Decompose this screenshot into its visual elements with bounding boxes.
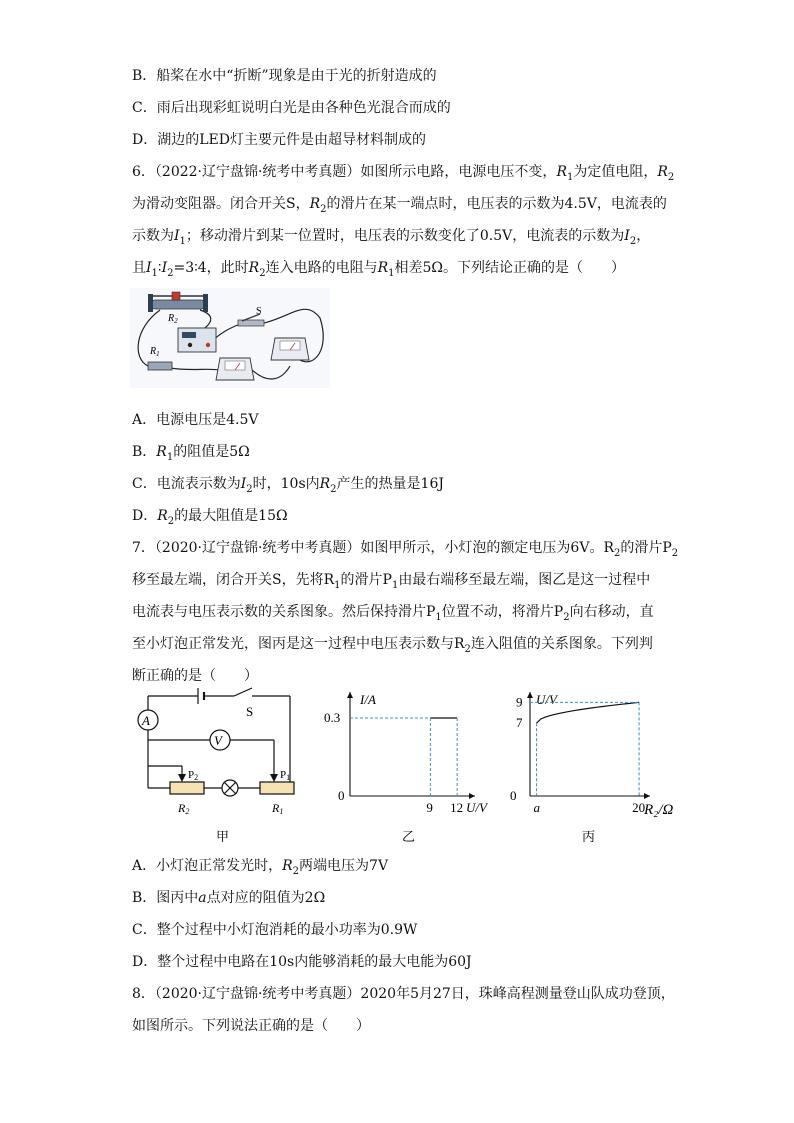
- svg-text:P1: P1: [280, 769, 291, 782]
- q6-stem-line-3: 示数为$I_1$；移动滑片到某一位置时，电压表的示数变化了0.5V，电流表的示数为$I_2$，: [132, 228, 651, 247]
- q7-stem-line-5: 断正确的是（ ）: [132, 668, 258, 684]
- svg-text:R1: R1: [272, 801, 284, 816]
- x-axis-label: R₂/Ω: [644, 802, 674, 818]
- q7-stem-line-3: 电流表与电压表示数的关系图象。然后保持滑片$P_1$位置不动，将滑片$P_2$向右移动，直: [132, 604, 654, 623]
- q7-option-b: B．图丙中a点对应的阻值为2Ω: [132, 890, 326, 906]
- x-tick-20: 20: [632, 800, 646, 815]
- y-axis-label: U/V: [536, 692, 557, 707]
- ammeter: [216, 358, 254, 380]
- x-tick-9: 9: [426, 800, 433, 815]
- y-tick-9: 9: [516, 694, 523, 710]
- svg-text:V: V: [214, 733, 222, 748]
- q7-figure-bing-chart: [500, 686, 700, 846]
- svg-text:R1: $R_1$: [150, 346, 160, 358]
- y-tick-7: 7: [516, 715, 523, 731]
- q7-stem-line-1: 7．（2020·辽宁盘锦·统考中考真题）如图甲所示，小灯泡的额定电压为6V。$R_2$的滑片$P_2$: [132, 540, 679, 559]
- q6-option-d: D．$R_2$的最大阻值是15Ω: [132, 508, 288, 527]
- q6-option-a: A．电源电压是4.5V: [132, 412, 259, 428]
- fig-yi-caption: 乙: [402, 829, 416, 844]
- origin-tick: 0: [338, 788, 345, 803]
- resistor-r1: [148, 362, 172, 370]
- q6-option-b: B．$R_1$的阻值是5Ω: [132, 444, 250, 463]
- svg-text:S: S: [256, 306, 262, 317]
- svg-text:S: S: [246, 704, 254, 719]
- origin-tick: 0: [510, 788, 517, 803]
- q6-stem-line-2: 为滑动变阻器。闭合开关S，$R_2$的滑片在某一端点时，电压表的示数为4.5V，电流表的: [132, 196, 667, 215]
- q7-stem-line-2: 移至最左端，闭合开关S，先将$R_1$的滑片$P_1$由最右端移至最左端，图乙是这一过程中: [132, 572, 651, 591]
- fig-bing-caption: 丙: [582, 829, 596, 844]
- svg-text:R2: $R_2$: [168, 313, 178, 325]
- q8-stem-line-2: 如图所示。下列说法正确的是（ ）: [132, 1018, 370, 1034]
- q7-figure-jia-circuit: [130, 686, 330, 846]
- q7-option-a: A．小灯泡正常发光时，$R_2$两端电压为7V: [132, 858, 389, 877]
- x-tick-a: a: [533, 800, 541, 815]
- q7-figure-yi-chart: [320, 686, 500, 846]
- power-supply: [178, 328, 216, 352]
- x-tick-12: 12: [450, 800, 464, 815]
- svg-text:A: A: [142, 713, 150, 728]
- q5-option-c: C．雨后出现彩虹说明白光是由各种色光混合而成的: [132, 100, 451, 116]
- q7-option-d: D．整个过程中电路在10s内能够消耗的最大电能为60J: [132, 954, 472, 970]
- voltmeter: [271, 338, 309, 360]
- y-tick-0.3: 0.3: [324, 710, 341, 725]
- q6-stem-line-1: 6．（2022·辽宁盘锦·统考中考真题）如图所示电路，电源电压不变，$R_1$为定值电阻，$R_2$: [132, 164, 675, 183]
- q6-stem-line-4: 且$I_1∶I_2=3∶4$，此时$R_2$连入电路的电阻与$R_1$相差5Ω。下列结论正确的是（ ）: [132, 260, 626, 279]
- q6-circuit-figure: [130, 288, 330, 388]
- q7-stem-line-4: 至小灯泡正常发光，图丙是这一过程中电压表示数与$R_2$连入阻值的关系图象。下列判: [132, 636, 653, 655]
- q5-option-d: D．湖边的LED灯主要元件是由超导材料制成的: [132, 132, 426, 148]
- q6-option-c: C．电流表示数为$I_2$时，10s内$R_2$产生的热量是16J: [132, 476, 444, 495]
- y-axis-label: I/A: [360, 692, 376, 707]
- svg-text:P2: P2: [188, 769, 199, 782]
- q7-option-c: C．整个过程中小灯泡消耗的最小功率为0.9W: [132, 922, 418, 938]
- x-axis-label: U/V: [466, 800, 487, 815]
- q5-option-b: B．船桨在水中“折断”现象是由于光的折射造成的: [132, 68, 437, 84]
- svg-text:R2: R2: [178, 801, 190, 816]
- fig-jia-caption: 甲: [216, 829, 230, 844]
- q8-stem-line-1: 8．（2020·辽宁盘锦·统考中考真题）2020年5月27日，珠峰高程测量登山队成功登顶，: [132, 986, 675, 1002]
